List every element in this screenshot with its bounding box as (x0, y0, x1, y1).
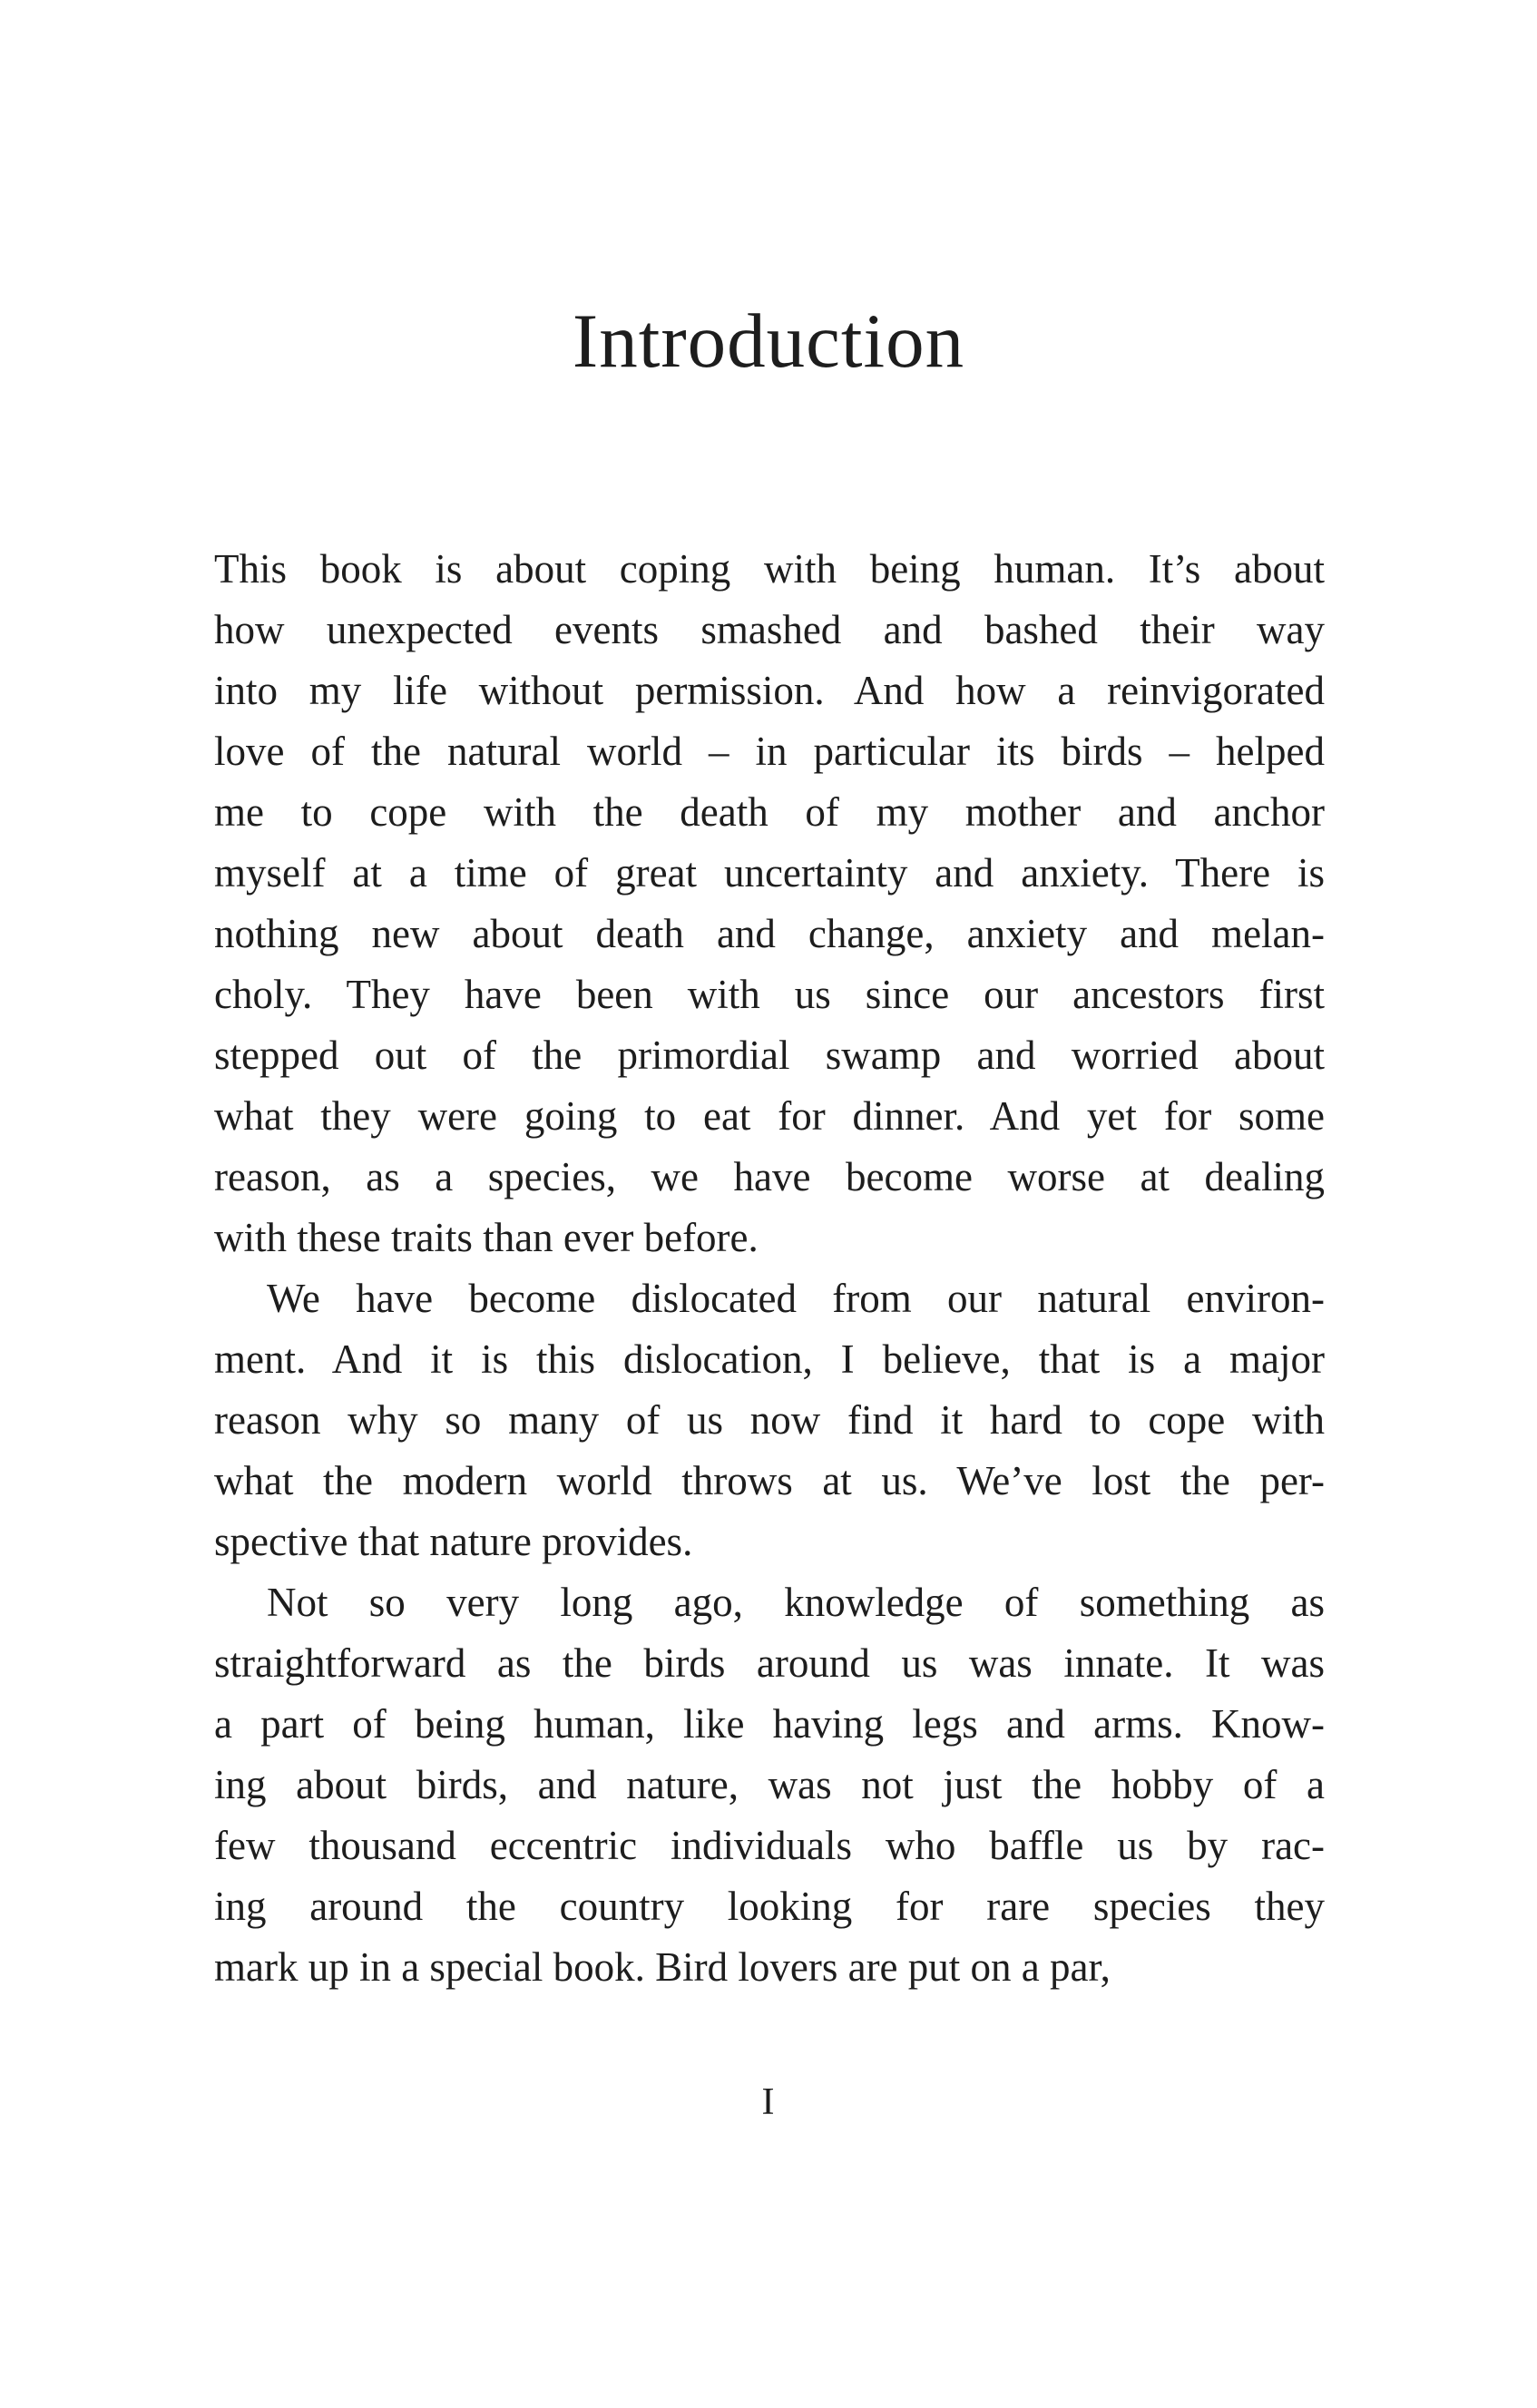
text-line: nothing new about death and change, anxiety and melan- (214, 911, 1325, 956)
text-line: ment. And it is this dislocation, I believe, that is a major (214, 1336, 1325, 1382)
page-number: I (761, 2081, 776, 2123)
text-line: myself at a time of great uncertainty and anxiety. There is (214, 850, 1325, 896)
text-line: spective that nature provides. (214, 1519, 693, 1564)
text-line: This book is about coping with being human. It’s about (214, 546, 1325, 592)
text-line: what they were going to eat for dinner. And yet for some (214, 1093, 1325, 1139)
text-line: choly. They have been with us since our ancestors first (214, 972, 1325, 1017)
text-line: love of the natural world – in particular its birds – helped (214, 729, 1325, 774)
text-line: a part of being human, like having legs and arms. Know- (214, 1701, 1325, 1747)
text-line: me to cope with the death of my mother and anchor (214, 789, 1325, 835)
text-line: ing around the country looking for rare species they (214, 1884, 1325, 1929)
text-line: straightforward as the birds around us was innate. It was (214, 1640, 1325, 1686)
text-line: reason, as a species, we have become worse at dealing (214, 1154, 1325, 1199)
text-line: mark up in a special book. Bird lovers are put on a par, (214, 1944, 1111, 1990)
text-line: what the modern world throws at us. We’ve lost the per- (214, 1458, 1325, 1503)
text-line: We have become dislocated from our natural environ- (267, 1276, 1325, 1321)
text-line: into my life without permission. And how a reinvigorated (214, 668, 1325, 713)
text-line: stepped out of the primordial swamp and worried about (214, 1033, 1325, 1078)
text-line: with these traits than ever before. (214, 1215, 759, 1260)
body-text (214, 539, 1325, 1998)
text-line: how unexpected events smashed and bashed their way (214, 607, 1325, 652)
text-line: reason why so many of us now find it hard to cope with (214, 1397, 1325, 1443)
chapter-title: Introduction (572, 299, 965, 384)
text-line: Not so very long ago, knowledge of something as (267, 1580, 1325, 1625)
text-line: few thousand eccentric individuals who baffle us by rac- (214, 1823, 1325, 1868)
text-line: ing about birds, and nature, was not just the hobby of a (214, 1762, 1325, 1807)
